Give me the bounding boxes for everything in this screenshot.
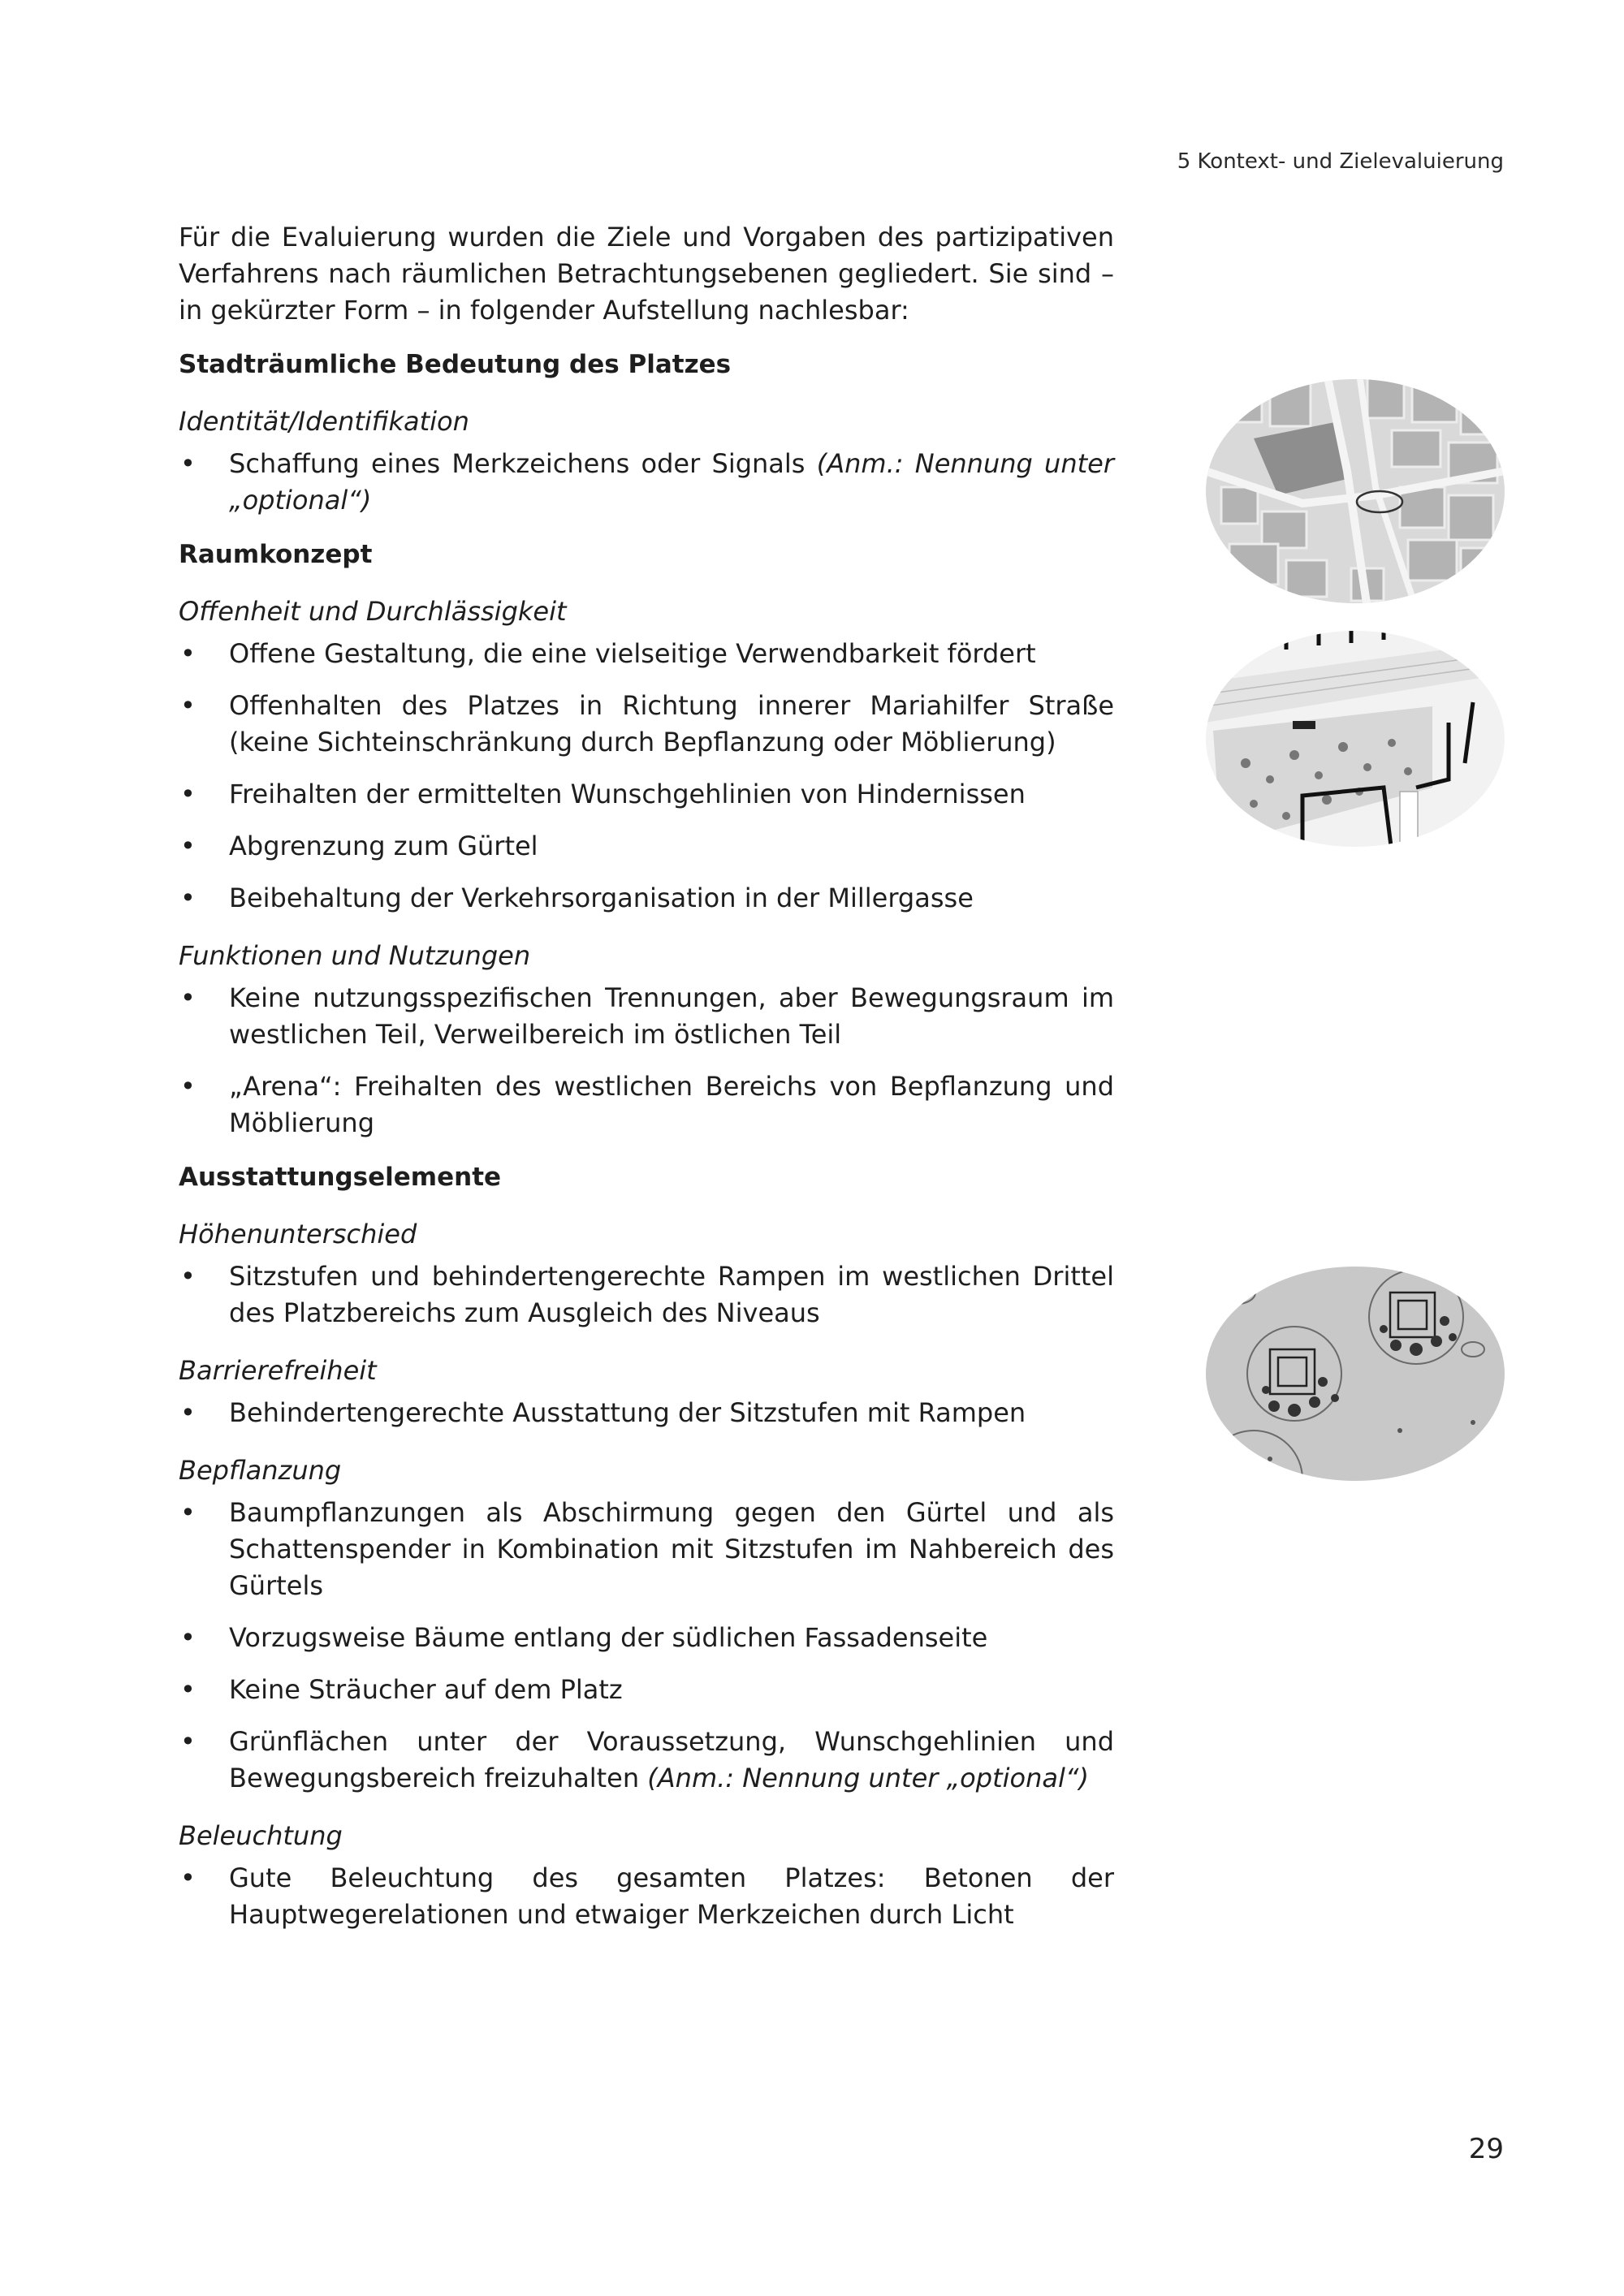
list-item: [179, 1620, 1114, 1656]
list-item: [179, 1395, 1114, 1431]
bullet-icon: •: [180, 1726, 196, 1757]
subsection-heading: Funktionen und Nutzungen: [179, 940, 531, 971]
city-map-thumbnail: [1205, 373, 1505, 609]
running-header: 5 Kontext- und Zielevaluierung: [1177, 149, 1504, 174]
list-item-text: Gute Beleuchtung des gesamten Platzes: Betonen der Hauptwegerelationen und etwaiger Merkzeichen durch Licht: [229, 1862, 1114, 1930]
subsection-heading: Barrierefreiheit: [179, 1355, 377, 1386]
intro-paragraph: Für die Evaluierung wurden die Ziele und Vorgaben des partizipativen Verfahrens nach räumlichen Betrachtungsebenen gegliedert. Sie sind – in gekürzter Form – in folgender Aufstellung nachlesbar:: [179, 222, 1114, 326]
subsection-heading: Identität/Identifikation: [179, 406, 469, 437]
bullet-icon: •: [180, 638, 196, 669]
list-item: [179, 776, 1114, 813]
list-item: [179, 636, 1114, 672]
bullet-icon: •: [180, 1862, 196, 1893]
bullet-list: [179, 980, 1114, 1142]
list-item-text: Baumpflanzungen als Abschirmung gegen den Gürtel und als Schattenspender in Kombination mit Sitzstufen im Nahbereich des Gürtels: [229, 1497, 1114, 1601]
list-item-text: Abgrenzung zum Gürtel: [229, 831, 538, 861]
bullet-icon: •: [180, 831, 196, 861]
list-item-text: Keine nutzungsspezifischen Trennungen, aber Bewegungsraum im westlichen Teil, Verweilbereich im östlichen Teil: [229, 982, 1114, 1050]
list-item: [179, 688, 1114, 761]
list-item: [179, 1068, 1114, 1142]
list-item-note: (Anm.: Nennung unter „optional“): [229, 448, 1115, 516]
list-item-text: Schaffung eines Merkzeichens oder Signals: [229, 448, 806, 479]
subsection-heading: Beleuchtung: [179, 1820, 343, 1851]
section-heading: Ausstattungselemente: [179, 1163, 502, 1192]
list-item-text: „Arena“: Freihalten des westlichen Bereichs von Bepflanzung und Möblierung: [229, 1071, 1114, 1138]
list-item: [179, 1495, 1114, 1604]
bullet-icon: •: [180, 1674, 196, 1705]
list-item-text: Grünflächen unter der Voraussetzung, Wunschgehlinien und Bewegungsbereich freizuhalten: [229, 1726, 1114, 1793]
list-item: [179, 828, 1114, 865]
list-item-text: Freihalten der ermittelten Wunschgehlinien von Hindernissen: [229, 779, 1026, 809]
bullet-list: [179, 636, 1114, 917]
bullet-icon: •: [180, 1622, 196, 1653]
bullet-icon: •: [180, 1071, 196, 1102]
planting-detail-thumbnail: [1205, 1260, 1505, 1487]
list-item-text: Offene Gestaltung, die eine vielseitige Verwendbarkeit fördert: [229, 638, 1036, 669]
site-plan-thumbnail: [1205, 625, 1505, 852]
bullet-list: [179, 1258, 1114, 1331]
list-item-text: Sitzstufen und behindertengerechte Rampen im westlichen Drittel des Platzbereichs zum Ausgleich des Niveaus: [229, 1261, 1114, 1328]
bullet-icon: •: [180, 883, 196, 913]
list-item: [179, 880, 1114, 917]
main-text-column: [179, 219, 1114, 1949]
page-number: 29: [1468, 2133, 1504, 2165]
subsection-heading: Offenheit und Durchlässigkeit: [179, 596, 567, 627]
bullet-icon: •: [180, 1397, 196, 1428]
bullet-list: [179, 1495, 1114, 1797]
list-item-text: Offenhalten des Platzes in Richtung innerer Mariahilfer Straße (keine Sichteinschränkung durch Bepflanzung oder Möblierung): [229, 690, 1114, 757]
list-item: [179, 446, 1114, 519]
list-item-text: Keine Sträucher auf dem Platz: [229, 1674, 623, 1705]
bullet-list: [179, 446, 1114, 519]
section-heading: Raumkonzept: [179, 540, 373, 569]
list-item-text: Vorzugsweise Bäume entlang der südlichen Fassadenseite: [229, 1622, 988, 1653]
bullet-icon: •: [180, 982, 196, 1013]
bullet-icon: •: [180, 448, 196, 479]
list-item-text: Behindertengerechte Ausstattung der Sitzstufen mit Rampen: [229, 1397, 1026, 1428]
bullet-icon: •: [180, 690, 196, 721]
bullet-icon: •: [180, 1497, 196, 1528]
list-item-note: (Anm.: Nennung unter „optional“): [647, 1763, 1089, 1793]
list-item: [179, 980, 1114, 1053]
bullet-list: [179, 1395, 1114, 1431]
list-item: [179, 1724, 1114, 1797]
subsection-heading: Höhenunterschied: [179, 1219, 417, 1249]
bullet-icon: •: [180, 1261, 196, 1292]
list-item: [179, 1672, 1114, 1708]
list-item-text: Beibehaltung der Verkehrsorganisation in der Millergasse: [229, 883, 974, 913]
section-heading: Stadträumliche Bedeutung des Platzes: [179, 350, 732, 379]
bullet-list: [179, 1860, 1114, 1933]
list-item: [179, 1860, 1114, 1933]
list-item: [179, 1258, 1114, 1331]
subsection-heading: Bepflanzung: [179, 1455, 342, 1486]
bullet-icon: •: [180, 779, 196, 809]
